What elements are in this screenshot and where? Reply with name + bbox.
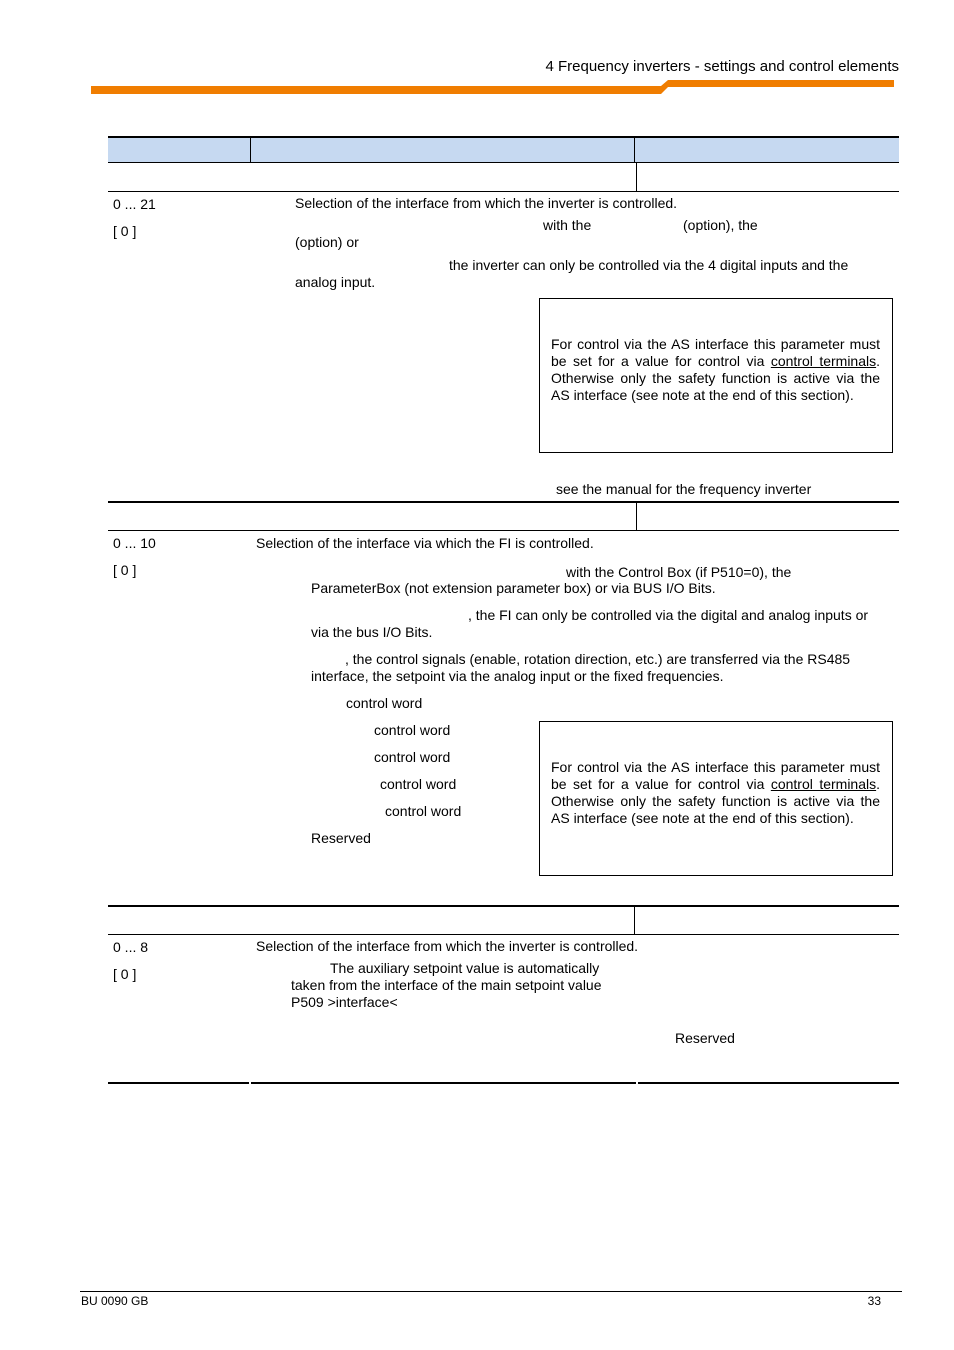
- section-rule: [108, 501, 899, 503]
- control-terminals-link: control terminals: [770, 353, 877, 369]
- value-range: 0 ... 10: [113, 535, 156, 551]
- description-line: P509 >interface<: [291, 994, 398, 1010]
- description-line: The auxiliary setpoint value is automatically: [330, 960, 600, 976]
- table-bottom-rule: [251, 1082, 636, 1084]
- default-value: [ 0 ]: [113, 562, 137, 578]
- note-box: [539, 721, 893, 876]
- description-line: the inverter can only be controlled via the 4 digital inputs and the: [449, 257, 849, 273]
- description-line: (option) or: [295, 234, 359, 250]
- control-word-item: control word: [374, 722, 451, 738]
- note-text-before: For control via the AS interface this parameter must be set for a value for control via: [551, 336, 880, 369]
- description-line: Selection of the interface from which the inverter is controlled.: [295, 195, 678, 211]
- title-row-divider: [636, 163, 637, 191]
- description-line: interface, the setpoint via the analog input or the fixed frequencies.: [311, 668, 724, 684]
- title-row-rule: [108, 934, 899, 935]
- section-rule: [108, 905, 899, 907]
- header-accent-bar: [0, 0, 954, 100]
- description-line: (option), the: [683, 217, 758, 233]
- note-text-before: For control via the AS interface this parameter must be set for a value for control via: [551, 759, 880, 792]
- note-text-after: . Otherwise only the safety function is active via the AS interface (see note at the end of this section).: [551, 776, 880, 826]
- table-bottom-rule: [108, 1082, 249, 1084]
- description-line: Selection of the interface via which the FI is controlled.: [256, 535, 594, 551]
- table-bottom-rule: [638, 1082, 899, 1084]
- value-range: 0 ... 21: [113, 196, 156, 212]
- header-divider: [250, 138, 251, 162]
- description-line: taken from the interface of the main setpoint value: [291, 977, 602, 993]
- reserved-item: Reserved: [675, 1030, 735, 1046]
- header-bottom-rule: [108, 162, 899, 163]
- page-number: 33: [867, 1294, 881, 1308]
- document-id: BU 0090 GB: [81, 1294, 149, 1308]
- reserved-item: Reserved: [311, 830, 371, 846]
- control-word-item: control word: [346, 695, 423, 711]
- description-line: , the FI can only be controlled via the digital and analog inputs or: [468, 607, 869, 623]
- title-row-divider: [634, 907, 635, 934]
- title-row-rule: [108, 191, 899, 192]
- description-line: Selection of the interface from which the inverter is controlled.: [256, 938, 639, 954]
- description-line: via the bus I/O Bits.: [311, 624, 433, 640]
- chapter-title: 4 Frequency inverters - settings and control elements: [545, 58, 899, 75]
- manual-reference: see the manual for the frequency inverter: [556, 481, 812, 497]
- control-terminals-link: control terminals: [770, 776, 877, 792]
- value-range: 0 ... 8: [113, 939, 149, 955]
- description-line: , the control signals (enable, rotation direction, etc.) are transferred via the RS485: [345, 651, 851, 667]
- default-value: [ 0 ]: [113, 966, 137, 982]
- note-text-after: . Otherwise only the safety function is active via the AS interface (see note at the end of this section).: [551, 353, 880, 403]
- footer-rule: [80, 1291, 902, 1292]
- control-word-item: control word: [380, 776, 457, 792]
- header-accent-shape: [91, 80, 894, 94]
- title-row-rule: [108, 530, 899, 531]
- header-divider: [634, 138, 635, 162]
- description-line: ParameterBox (not extension parameter box) or via BUS I/O Bits.: [311, 580, 716, 596]
- table-header-band: [108, 138, 899, 162]
- description-line: with the: [543, 217, 592, 233]
- description-line: with the Control Box (if P510=0), the: [566, 564, 792, 580]
- note-text: [551, 759, 880, 827]
- note-box: [539, 298, 893, 453]
- control-word-item: control word: [374, 749, 451, 765]
- title-row-divider: [636, 503, 637, 530]
- note-text: [551, 336, 880, 404]
- default-value: [ 0 ]: [113, 223, 137, 239]
- control-word-item: control word: [385, 803, 462, 819]
- description-line: analog input.: [295, 274, 376, 290]
